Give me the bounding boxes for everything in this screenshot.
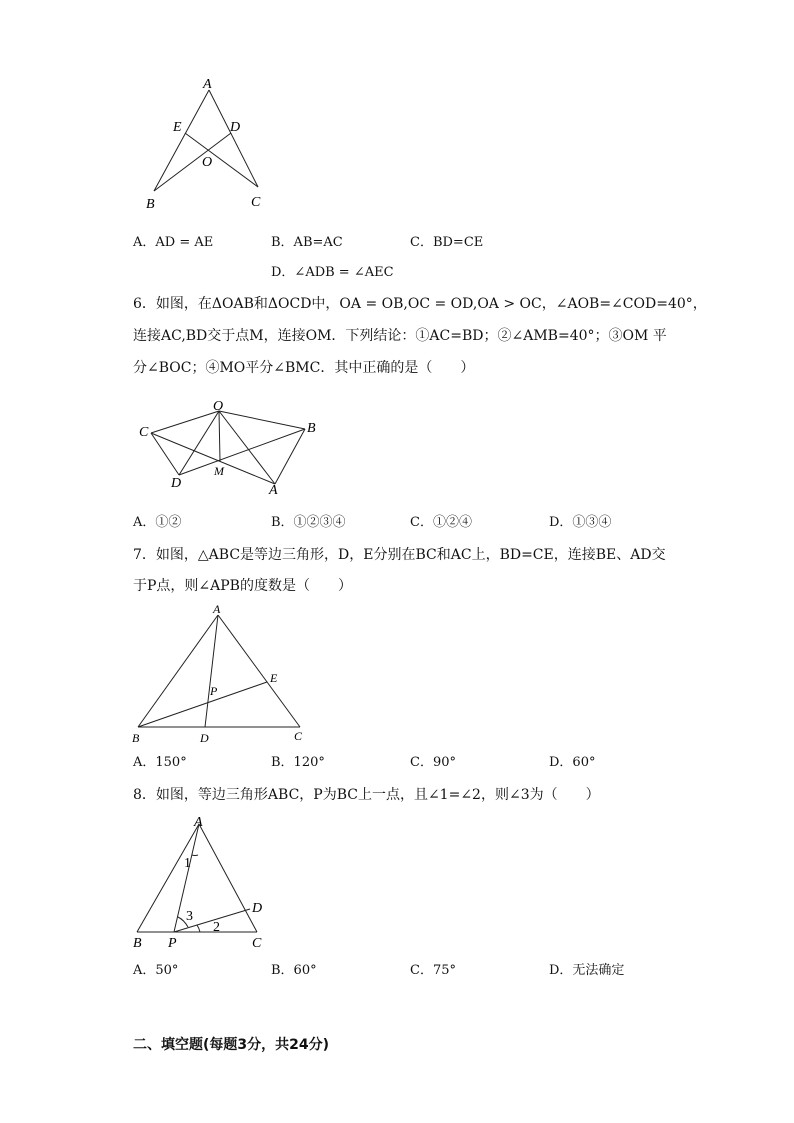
q7-segment-ad bbox=[205, 615, 218, 727]
q7-segment-ab bbox=[138, 615, 218, 727]
q8-option-a[interactable]: A．50° bbox=[133, 963, 179, 978]
q8-label-d: D bbox=[252, 901, 263, 916]
q6-option-b[interactable]: B．①②③④ bbox=[271, 515, 346, 530]
q7-option-b[interactable]: B．120° bbox=[271, 755, 325, 770]
q8-label-angle-3: 3 bbox=[186, 909, 193, 924]
q7-label-c: C bbox=[294, 729, 303, 743]
q6-segment-oa bbox=[219, 411, 275, 484]
q6-segment-ob bbox=[219, 411, 305, 429]
q5-label-e: E bbox=[173, 120, 182, 135]
q7-segment-be bbox=[138, 682, 267, 727]
q6-segment-om bbox=[219, 411, 220, 461]
q6-segment-ab bbox=[275, 429, 305, 484]
q6-stem-line2: 连接AC,BD交于点M，连接OM．下列结论：①AC=BD；②∠AMB=40°；③OM 平 bbox=[133, 328, 667, 344]
q7-stem-line1: 7．如图，△ABC是等边三角形，D，E分别在BC和AC上，BD=CE，连接BE、AD交 bbox=[133, 547, 666, 563]
q6-label-a: A bbox=[269, 483, 278, 498]
q6-stem-line3: 分∠BOC；④MO平分∠BMC．其中正确的是（ ） bbox=[133, 360, 475, 376]
q7-option-d[interactable]: D．60° bbox=[549, 755, 596, 770]
q7-label-a: A bbox=[213, 602, 221, 616]
q5-label-d: D bbox=[230, 120, 241, 135]
q8-label-angle-1: 1 bbox=[184, 856, 191, 871]
q5-option-d[interactable]: D．∠ADB = ∠AEC bbox=[271, 265, 394, 280]
q8-stem-line1: 8．如图，等边三角形ABC，P为BC上一点，且∠1=∠2，则∠3为（ ） bbox=[133, 787, 600, 803]
q5-option-c[interactable]: C．BD=CE bbox=[410, 235, 484, 250]
q5-segment-bd bbox=[154, 133, 231, 191]
q8-label-angle-2: 2 bbox=[213, 920, 220, 935]
q8-angle-arc-2 bbox=[197, 925, 200, 932]
q6-label-m: M bbox=[214, 464, 224, 478]
q5-figure bbox=[140, 70, 280, 215]
q7-figure bbox=[128, 600, 318, 748]
q6-label-c: C bbox=[139, 425, 149, 440]
q5-label-c: C bbox=[251, 195, 261, 210]
q5-segment-ab bbox=[154, 90, 209, 191]
q5-label-a: A bbox=[203, 77, 212, 92]
q8-label-p: P bbox=[168, 936, 177, 951]
q8-label-b: B bbox=[133, 936, 142, 951]
q5-label-o: O bbox=[202, 155, 213, 170]
q7-label-e: E bbox=[270, 671, 278, 685]
q6-label-b: B bbox=[307, 421, 316, 436]
q7-segment-ac bbox=[218, 615, 300, 727]
q5-label-b: B bbox=[146, 197, 155, 212]
q8-angle-arc-1 bbox=[192, 855, 198, 856]
q8-label-a: A bbox=[194, 815, 203, 830]
q6-segment-oc bbox=[151, 411, 219, 433]
q5-option-b[interactable]: B．AB=AC bbox=[271, 235, 343, 250]
q5-segment-ac bbox=[209, 90, 258, 187]
q6-figure bbox=[133, 398, 333, 500]
q7-option-a[interactable]: A．150° bbox=[133, 755, 187, 770]
q8-option-c[interactable]: C．75° bbox=[410, 963, 456, 978]
q6-segment-cd bbox=[151, 433, 179, 475]
q7-stem-line2: 于P点，则∠APB的度数是（ ） bbox=[133, 578, 352, 594]
q6-label-d: D bbox=[171, 476, 182, 491]
q7-label-d: D bbox=[200, 731, 209, 745]
q6-segment-ac bbox=[151, 433, 275, 484]
q7-label-b: B bbox=[132, 731, 140, 745]
q6-label-o: O bbox=[213, 399, 224, 414]
q6-option-c[interactable]: C．①②④ bbox=[410, 515, 472, 530]
q6-option-d[interactable]: D．①③④ bbox=[549, 515, 612, 530]
section-heading-fill-in: 二、填空题(每题3分，共24分) bbox=[133, 1037, 330, 1053]
q6-stem-line1: 6．如图，在ΔOAB和ΔOCD中，OA = OB,OC = OD,OA > OC，∠AOB=∠COD=40°， bbox=[133, 296, 707, 312]
q8-label-c: C bbox=[252, 936, 262, 951]
q6-option-a[interactable]: A．①② bbox=[133, 515, 182, 530]
q8-option-b[interactable]: B．60° bbox=[271, 963, 317, 978]
q7-label-p: P bbox=[210, 684, 218, 698]
q6-segment-od bbox=[179, 411, 219, 475]
q7-option-c[interactable]: C．90° bbox=[410, 755, 456, 770]
q8-option-d[interactable]: D．无法确定 bbox=[549, 963, 625, 978]
q8-figure bbox=[128, 810, 278, 955]
q5-option-a[interactable]: A．AD = AE bbox=[133, 235, 214, 250]
